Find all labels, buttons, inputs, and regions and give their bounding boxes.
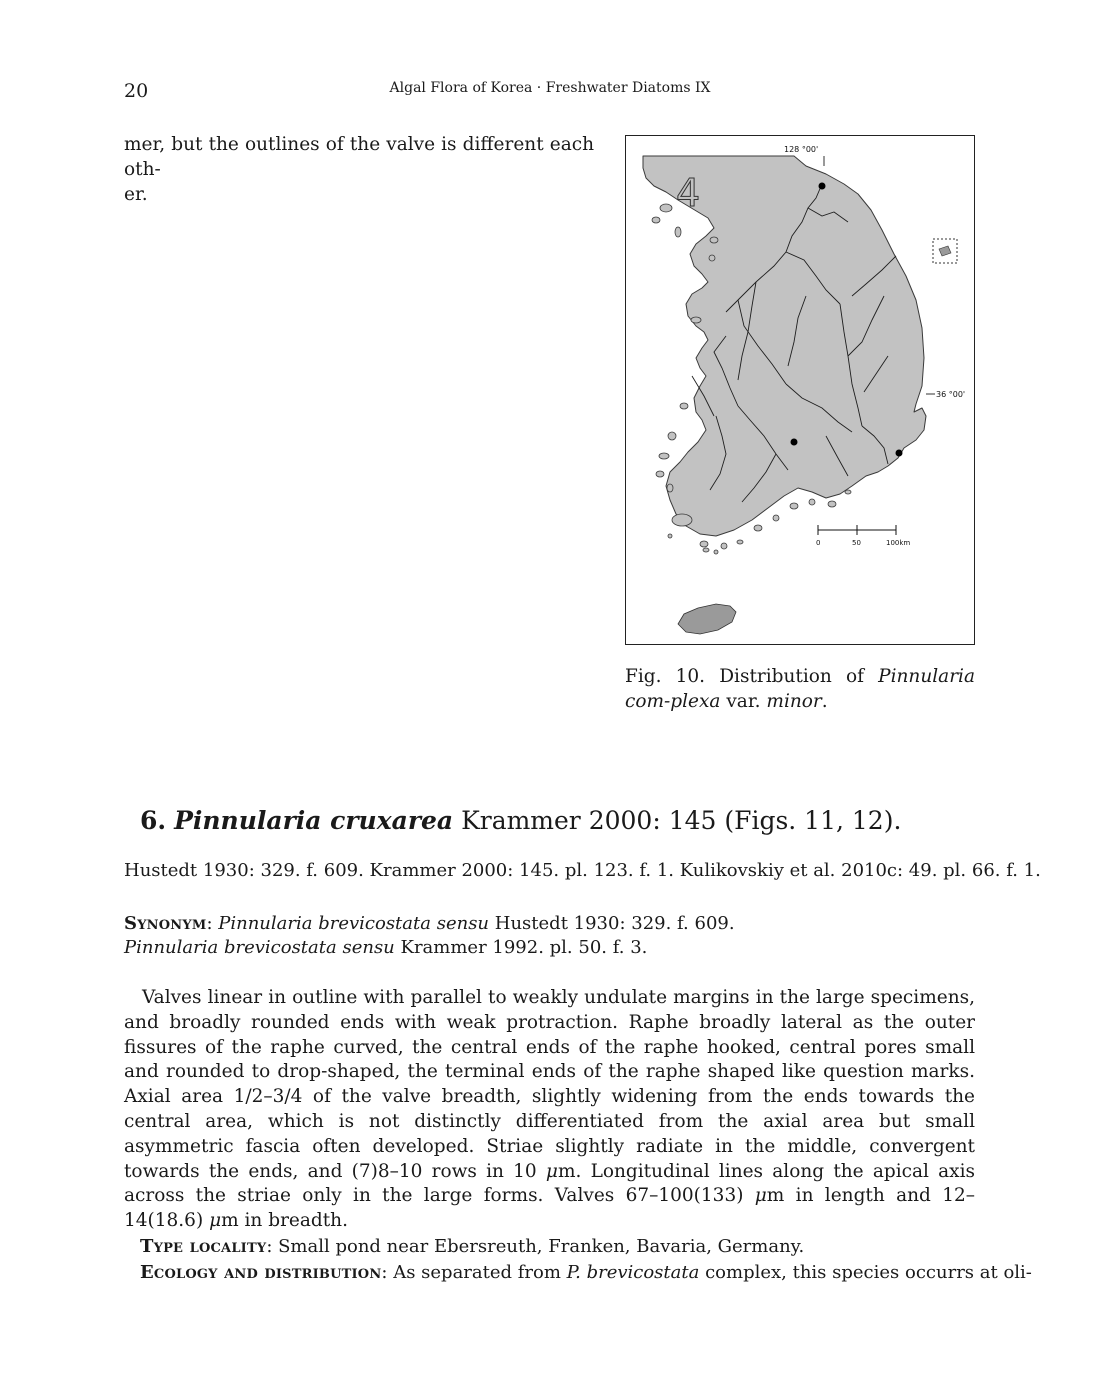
continuation-paragraph xyxy=(124,132,594,207)
locality-point xyxy=(896,450,903,457)
caption-var: var. xyxy=(720,691,767,712)
species-name: Pinnularia cruxarea xyxy=(174,806,454,835)
mu-symbol: μ xyxy=(754,1185,767,1207)
synonym-line-2 xyxy=(124,936,735,960)
synonym-label: Synonym xyxy=(124,913,207,934)
synonym-name-1: Pinnularia brevicostata sensu xyxy=(218,913,490,934)
continuation-line-1: mer, but the outlines of the valve is different each oth- xyxy=(124,134,594,180)
longitude-label: 128 °00' xyxy=(784,145,819,154)
jeju-island xyxy=(678,604,736,634)
page-number: 20 xyxy=(124,80,149,102)
ulleung-island xyxy=(939,246,951,256)
panel-number: 4 xyxy=(676,171,701,215)
running-title: Algal Flora of Korea · Freshwater Diatoms IX xyxy=(389,80,711,96)
species-number: 6. xyxy=(140,806,167,835)
caption-variety: minor xyxy=(766,691,822,712)
description-paragraph xyxy=(124,986,975,1234)
synonym-name-2: Pinnularia brevicostata sensu xyxy=(124,937,395,958)
scale-label-100km: 100km xyxy=(886,539,911,547)
ecology-label: Ecology and distribution xyxy=(140,1262,382,1283)
scale-label-0: 0 xyxy=(816,539,821,547)
caption-end: . xyxy=(821,691,828,712)
species-heading xyxy=(140,806,901,835)
figure-caption xyxy=(625,664,975,714)
continuation-line-2: er. xyxy=(124,184,148,205)
synonym-ref-1: Hustedt 1930: 329. f. 609. xyxy=(489,913,735,934)
species-authority: Krammer 2000: 145 (Figs. 11, 12). xyxy=(461,806,902,835)
type-locality-label: Type locality xyxy=(140,1236,267,1257)
locality-point xyxy=(791,439,798,446)
description-part-4: m in breadth. xyxy=(221,1210,348,1232)
synonym-ref-2: Krammer 1992. pl. 50. f. 3. xyxy=(394,937,648,958)
latitude-label: 36 °00' xyxy=(936,390,966,399)
type-locality xyxy=(140,1236,804,1257)
description-part-3: m in length and 12–14(18.6) xyxy=(124,1185,976,1232)
scale-label-50: 50 xyxy=(852,539,861,547)
type-locality-text: : Small pond near Ebersreuth, Franken, Bavaria, Germany. xyxy=(266,1236,805,1257)
scale-bar xyxy=(818,525,896,535)
map-svg xyxy=(626,136,974,644)
reference-list: Hustedt 1930: 329. f. 609. Krammer 2000: 145. pl. 123. f. 1. Kulikovskiy et al. 2010c: 49. pl. 66. f. 1. xyxy=(124,860,1041,881)
description-part-1: Valves linear in outline with parallel to weakly undulate margins in the large specimens, and broadly rounded ends with weak protraction. Raphe broadly lateral as the outer fissures of the raphe curved, the central ends of the raphe hooked, central pores small and rounded to drop-shaped, the terminal ends of the raphe shaped like question marks. Axial area 1/2–3/4 of the valve breadth, slightly widening from the ends towards the central area, which is not distinctly differentiated from the axial area but small asymmetric fascia often developed. Striae slightly radiate in the middle, convergent towards the ends, and (7)8–10 rows in 10 xyxy=(124,987,975,1182)
caption-taxon: Pinnularia com-plexa xyxy=(625,666,975,712)
distribution-map xyxy=(625,135,975,645)
synonym-block xyxy=(124,912,735,960)
ecology-text-after: complex, this species occurrs at oli- xyxy=(699,1262,1032,1283)
mu-symbol: μ xyxy=(545,1160,558,1182)
ecology-text-before: : As separated from xyxy=(381,1262,567,1283)
description-part-2: m. Longitudinal lines along the apical axis across the striae only in the large forms. Valves 67–100(133) xyxy=(124,1160,976,1207)
ecology-taxon: P. brevicostata xyxy=(566,1262,700,1283)
ecology-distribution xyxy=(140,1262,1032,1283)
locality-point xyxy=(819,183,826,190)
synonym-line-1: Synonym: Pinnularia brevicostata sensu Hustedt 1930: 329. f. 609. xyxy=(124,913,735,934)
caption-prefix: Fig. 10. Distribution of xyxy=(625,666,879,687)
mu-symbol: μ xyxy=(209,1210,222,1232)
